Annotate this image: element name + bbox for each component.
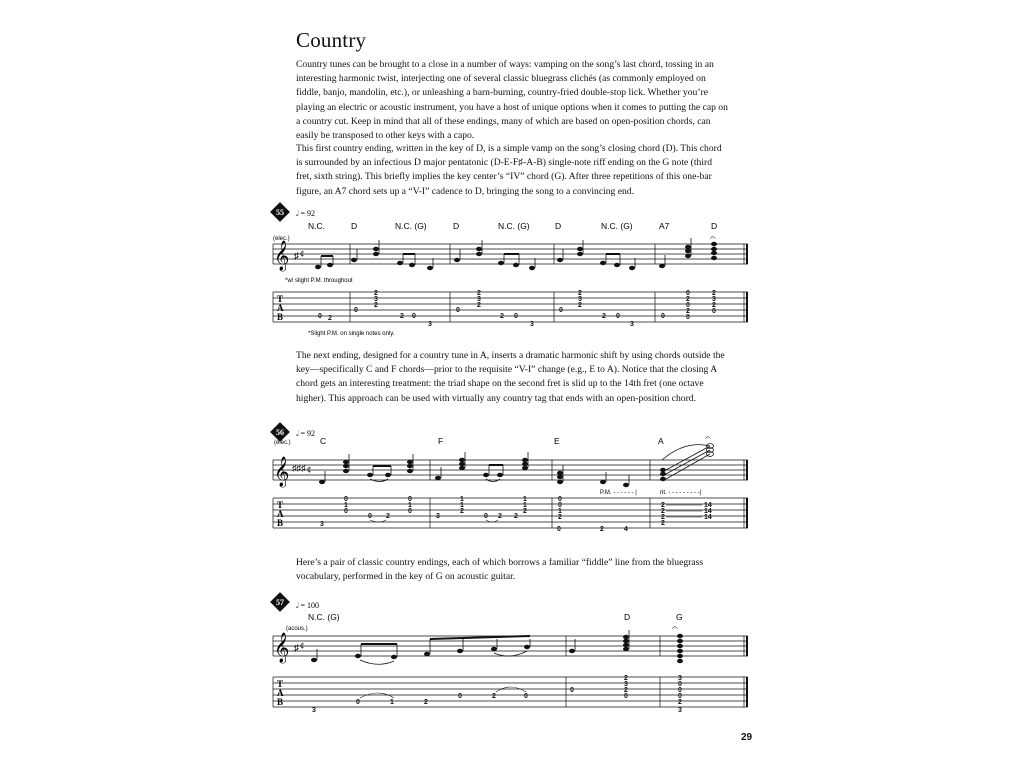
svg-text:2: 2 (514, 513, 518, 520)
tab-letter-b: B (277, 518, 284, 528)
ritardando-marking: rit. - - - - - - - - -| (660, 490, 702, 496)
svg-text:0: 0 (524, 693, 528, 700)
svg-text:2: 2 (400, 313, 404, 320)
tab-letter-b: B (277, 312, 284, 322)
svg-text:1: 1 (558, 508, 562, 515)
svg-text:0: 0 (558, 496, 562, 503)
figure-57-description: Here’s a pair of classic country endings, each of which borrows a familiar “fiddle” line from the bluegrass vocabulary, performed in the key of G on acoustic guitar. (296, 557, 704, 583)
svg-text:0: 0 (678, 681, 682, 688)
svg-text:0: 0 (456, 307, 460, 314)
svg-text:2: 2 (558, 514, 562, 521)
svg-text:2: 2 (712, 302, 716, 309)
svg-text:0: 0 (344, 508, 348, 515)
svg-text:0: 0 (558, 502, 562, 509)
tab-numbers (320, 496, 712, 533)
svg-text:2: 2 (678, 699, 682, 706)
figure-56-notation (270, 424, 750, 534)
chord-symbol: D (711, 221, 718, 231)
svg-text:0: 0 (678, 687, 682, 694)
tempo-marking: 𝅗𝅥 = 100 (296, 601, 320, 610)
tab-letter-b: B (277, 697, 284, 707)
svg-text:0: 0 (458, 693, 462, 700)
key-sharps-icon: ♯♯♯ (292, 463, 306, 473)
tempo-marking: 𝅗𝅥 = 92 (296, 209, 316, 218)
svg-text:1: 1 (523, 496, 527, 503)
svg-text:0: 0 (356, 699, 360, 706)
svg-text:2: 2 (477, 290, 481, 297)
tempo-marking: 𝅗𝅥 = 92 (296, 429, 316, 438)
svg-text:0: 0 (570, 687, 574, 694)
cut-time-icon: ¢ (307, 465, 312, 475)
svg-text:0: 0 (368, 513, 372, 520)
chord-symbol: E (554, 436, 560, 446)
svg-text:0: 0 (559, 307, 563, 314)
figure-55-description: This first country ending, written in the key of D, is a simple vamp on the song’s closing chord (D). This chord is surrounded by an infectious D major pentatonic (D-E-F♯-A-B) single-note riff ending on the G note (third fret, sixth string). This briefly implies the key center’s “IV” chord (G). After three repetitions of this one-bar figure, an A7 chord sets up a “V-I” cadence to D, bringing the song to a convincing end. (296, 143, 722, 197)
svg-text:2: 2 (328, 315, 332, 322)
track-badge (270, 592, 290, 612)
svg-text:2: 2 (661, 514, 665, 521)
svg-text:0: 0 (557, 526, 561, 533)
svg-text:2: 2 (661, 520, 665, 527)
svg-text:0: 0 (686, 302, 690, 309)
svg-text:1: 1 (460, 496, 464, 503)
section-title: Country (296, 28, 367, 52)
svg-text:0: 0 (686, 290, 690, 297)
svg-text:2: 2 (498, 513, 502, 520)
tab-letter-a: A (277, 688, 284, 698)
svg-text:0: 0 (661, 313, 665, 320)
svg-text:2: 2 (460, 508, 464, 515)
svg-text:0: 0 (624, 693, 628, 700)
svg-text:2: 2 (686, 308, 690, 315)
chord-symbol: D (351, 221, 358, 231)
svg-text:3: 3 (477, 296, 481, 303)
footnote: *Slight P.M. on single notes only. (308, 331, 395, 337)
tab-letter-t: T (277, 500, 284, 510)
tab-staff (273, 677, 748, 707)
svg-text:2: 2 (386, 513, 390, 520)
svg-text:2: 2 (661, 502, 665, 509)
chord-symbol: D (555, 221, 562, 231)
svg-text:3: 3 (320, 521, 324, 528)
figure-56-description: The next ending, designed for a country tune in A, inserts a dramatic harmonic shift by using chords outside the key—specifically C and F chords—prior to the requisite “V-I” change (e.g., E to A). Notice that the closing A chord gets an interesting treatment: the triad shape on the second fret is slid up to the 14th fret (one octave higher). This approach can be used with virtually any country tag that ends with an open-position chord. (296, 350, 725, 404)
chord-symbol: N.C. (G) (498, 221, 530, 231)
fermata-icon: 𝄐 (672, 623, 678, 634)
svg-text:1: 1 (460, 502, 464, 509)
treble-clef-icon: 𝄞 (274, 457, 290, 486)
chord-symbol: D (624, 612, 631, 622)
figure-56 (270, 424, 750, 534)
svg-text:2: 2 (624, 687, 628, 694)
svg-text:3: 3 (712, 296, 716, 303)
fermata-icon: 𝄐 (705, 433, 711, 444)
svg-text:0: 0 (408, 496, 412, 503)
treble-clef-icon: 𝄞 (274, 241, 290, 270)
svg-text:0: 0 (354, 307, 358, 314)
svg-text:2: 2 (492, 693, 496, 700)
svg-text:2: 2 (600, 526, 604, 533)
svg-text:2: 2 (500, 313, 504, 320)
svg-text:0: 0 (686, 314, 690, 321)
svg-text:2: 2 (578, 290, 582, 297)
svg-text:1: 1 (344, 502, 348, 509)
treble-clef-icon: 𝄞 (274, 633, 290, 662)
cut-time-icon: ¢ (300, 249, 305, 259)
svg-text:2: 2 (477, 302, 481, 309)
tab-letter-a: A (277, 509, 284, 519)
chord-symbol: N.C. (G) (395, 221, 427, 231)
svg-text:3: 3 (678, 707, 682, 714)
svg-text:0: 0 (408, 508, 412, 515)
svg-text:0: 0 (616, 313, 620, 320)
note-heads (315, 242, 717, 270)
svg-text:0: 0 (318, 313, 322, 320)
svg-text:1: 1 (390, 699, 394, 706)
svg-text:3: 3 (374, 296, 378, 303)
svg-text:1: 1 (523, 502, 527, 509)
svg-text:3: 3 (678, 675, 682, 682)
track-badge (270, 422, 290, 442)
chord-symbol: A (658, 436, 664, 446)
figure-number: 57 (276, 598, 284, 607)
svg-text:0: 0 (344, 496, 348, 503)
svg-text:0: 0 (712, 308, 716, 315)
svg-text:2: 2 (712, 290, 716, 297)
chord-symbol: A7 (659, 221, 670, 231)
svg-text:2: 2 (661, 508, 665, 515)
intro-paragraph: Country tunes can be brought to a close in a number of ways: vamping on the song’s last chord, tossing in an interesting harmonic twist, interjecting one of several classic bluegrass clichés (as commonly employed on fiddle, banjo, mandolin, etc.), or unleashing a barn-burning, country-fried double-stop lick. Whether you’re playing an electric or acoustic instrument, you have a host of unique options when it comes to putting the cap on a country cut. Keep in mind that all of these endings, many of which are based on open-position chords, can easily be transposed to other keys with a capo. (296, 59, 728, 142)
fermata-icon: 𝄐 (710, 233, 716, 244)
svg-text:4: 4 (624, 526, 628, 533)
figure-number: 56 (276, 428, 284, 437)
svg-text:0: 0 (484, 513, 488, 520)
svg-text:14: 14 (704, 502, 712, 509)
key-sharp-icon: ♯ (294, 643, 299, 654)
figure-55-notation (270, 204, 750, 344)
chord-symbol: C (320, 436, 327, 446)
svg-text:2: 2 (374, 302, 378, 309)
page-number: 29 (741, 732, 753, 743)
chord-symbol: N.C. (308, 221, 325, 231)
figure-55 (270, 204, 750, 344)
svg-text:14: 14 (704, 508, 712, 515)
instrument-label: (elec.) (274, 440, 291, 446)
svg-text:2: 2 (686, 296, 690, 303)
svg-text:2: 2 (374, 290, 378, 297)
svg-text:2: 2 (523, 508, 527, 515)
chord-symbol: F (438, 436, 444, 446)
tab-letter-a: A (277, 303, 284, 313)
chord-symbol: G (676, 612, 683, 622)
note-stems (317, 630, 629, 664)
svg-text:0: 0 (514, 313, 518, 320)
key-sharp-icon: ♯ (294, 251, 299, 262)
svg-text:3: 3 (428, 321, 432, 328)
music-staff (273, 636, 748, 656)
chord-symbol: D (453, 221, 460, 231)
performance-note: *w/ slight P.M. throughout (285, 278, 353, 284)
tab-staff (273, 292, 748, 322)
palm-mute-marking: P.M. - - - - - - | (600, 490, 637, 496)
svg-text:2: 2 (424, 699, 428, 706)
svg-text:3: 3 (624, 681, 628, 688)
svg-text:14: 14 (704, 514, 712, 521)
tab-letter-t: T (277, 294, 284, 304)
note-heads (319, 458, 666, 487)
svg-text:3: 3 (578, 296, 582, 303)
figure-57-notation (270, 594, 750, 719)
svg-text:3: 3 (312, 707, 316, 714)
figure-57 (270, 594, 750, 719)
instrument-label: (elec.) (273, 236, 290, 242)
chord-symbol: N.C. (G) (308, 612, 340, 622)
track-badge (270, 202, 290, 222)
svg-text:0: 0 (678, 693, 682, 700)
instrument-label: (acous.) (286, 626, 308, 632)
svg-text:1: 1 (408, 502, 412, 509)
cut-time-icon: ¢ (300, 641, 305, 651)
svg-text:2: 2 (624, 675, 628, 682)
tab-letter-t: T (277, 679, 284, 689)
svg-text:2: 2 (602, 313, 606, 320)
svg-text:3: 3 (530, 321, 534, 328)
svg-text:3: 3 (630, 321, 634, 328)
svg-text:2: 2 (578, 302, 582, 309)
figure-number: 55 (276, 208, 284, 217)
slide-lines (370, 505, 702, 522)
svg-text:3: 3 (436, 513, 440, 520)
svg-text:0: 0 (412, 313, 416, 320)
chord-symbol: N.C. (G) (601, 221, 633, 231)
